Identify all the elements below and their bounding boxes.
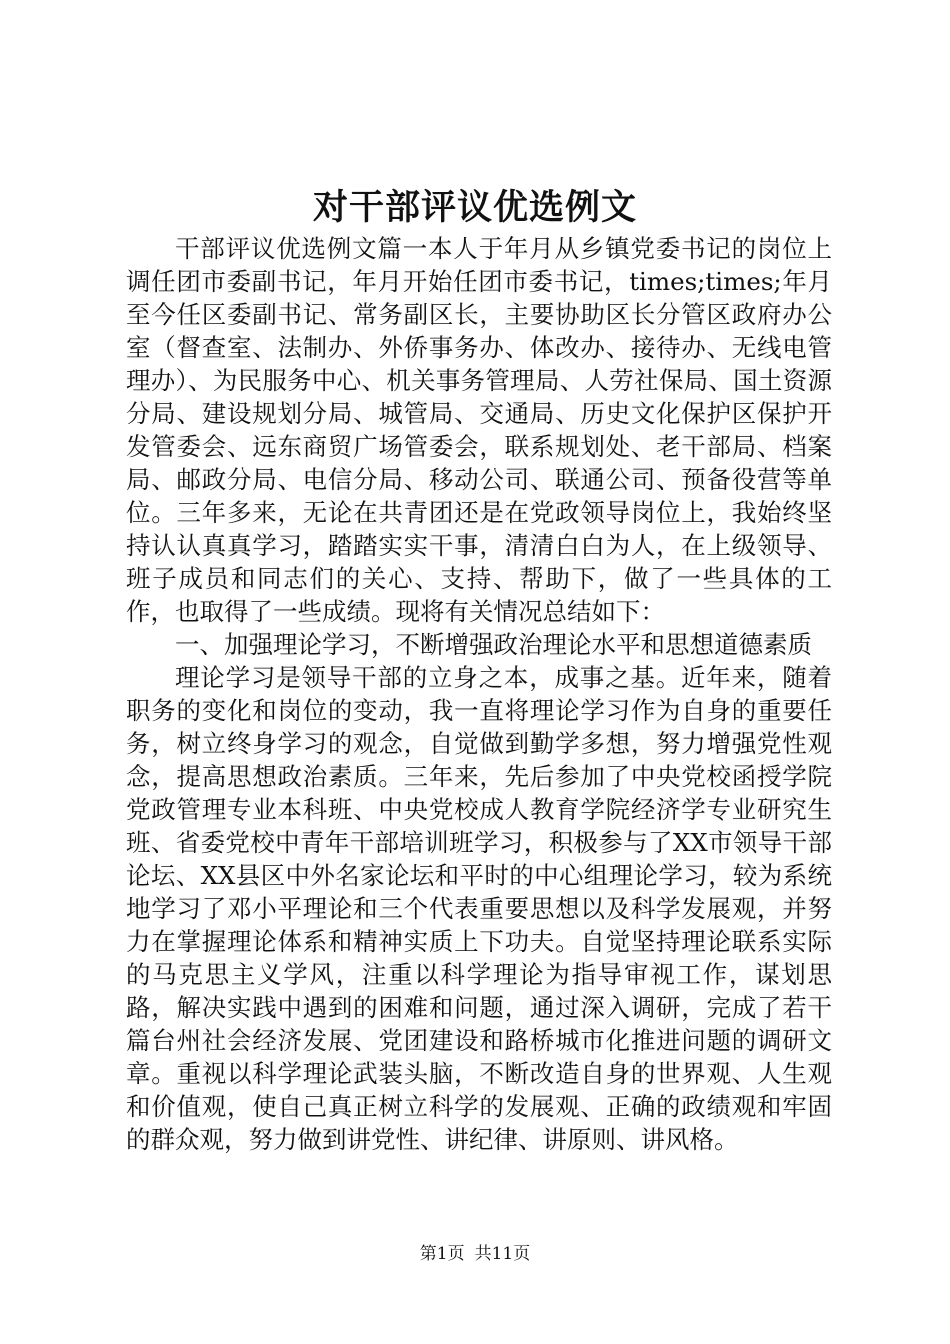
page-footer [0, 1242, 950, 1266]
document-title: 对干部评议优选例文 [312, 187, 637, 228]
document-body [126, 232, 832, 1156]
paragraph-intro: 干部评议优选例文篇一本人于年月从乡镇党委书记的岗位上调任团市委副书记，年月开始任团市委书记，times;times;年月至今任区委副书记、常务副区长，主要协助区长分管区政府办公室（督查室、法制办、外侨事务办、体改办、接待办、无线电管理办）、为民服务中心、机关事务管理局、人劳社保局、国土资源分局、建设规划分局、城管局、交通局、历史文化保护区保护开发管委会、远东商贸广场管委会，联系规划处、老干部局、档案局、邮政分局、电信分局、移动公司、联通公司、预备役营等单位。三年多来，无论在共青团还是在党政领导岗位上，我始终坚持认认真真学习，踏踏实实干事，清清白白为人，在上级领导、班子成员和同志们的关心、支持、帮助下，做了一些具体的工作，也取得了一些成绩。现将有关情况总结如下： [126, 234, 832, 626]
page-number: 第1页 [419, 1244, 465, 1264]
page-total: 共11页 [474, 1244, 531, 1264]
paragraph-theory-study: 理论学习是领导干部的立身之本，成事之基。近年来，随着职务的变化和岗位的变动，我一直将理论学习作为自身的重要任务，树立终身学习的观念，自觉做到勤学多想，努力增强党性观念，提高思想政治素质。三年来，先后参加了中央党校函授学院党政管理专业本科班、中央党校成人教育学院经济学专业研究生班、省委党校中青年干部培训班学习，积极参与了XX市领导干部论坛、XX县区中外名家论坛和平时的中心组理论学习，较为系统地学习了邓小平理论和三个代表重要思想以及科学发展观，并努力在掌握理论体系和精神实质上下功夫。自觉坚持理论联系实际的马克思主义学风，注重以科学理论为指导审视工作，谋划思路，解决实践中遇到的困难和问题，通过深入调研，完成了若干篇台州社会经济发展、党团建设和路桥城市化推进问题的调研文章。重视以科学理论武装头脑，不断改造自身的世界观、人生观和价值观，使自己真正树立科学的发展观、正确的政绩观和牢固的群众观，努力做到讲党性、讲纪律、讲原则、讲风格。 [126, 663, 832, 1154]
section-heading: 一、加强理论学习，不断增强政治理论水平和思想道德素质 [175, 630, 812, 659]
